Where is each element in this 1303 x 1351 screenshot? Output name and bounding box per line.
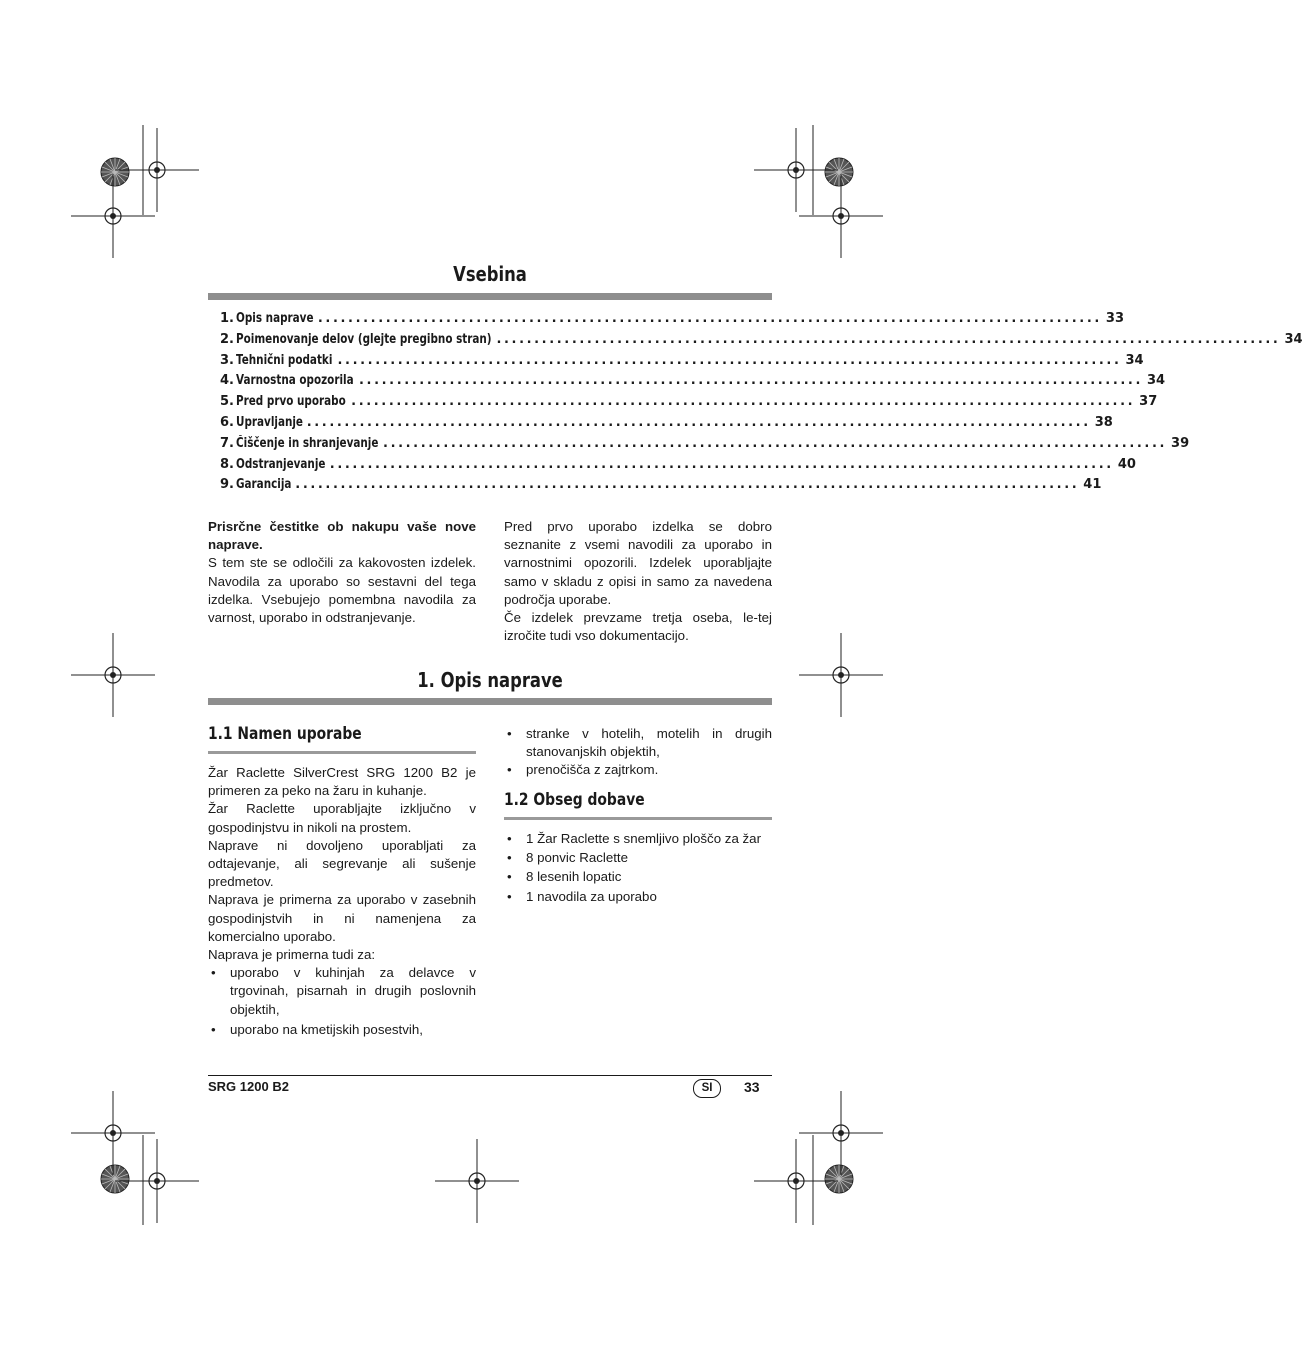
toc-entry[interactable]: [220, 352, 1144, 374]
toc-entry[interactable]: [220, 414, 1113, 436]
toc-leader-dots: ........................................................................................................: [337, 352, 1122, 368]
toc-entry-label: Upravljanje: [236, 414, 303, 430]
intro-left-column: [208, 518, 476, 627]
intro-right-paragraph: Pred prvo uporabo izdelka se dobro seznanite z vsemi navodili za uporabo in varnostnimi opozorili. Izdelek uporabljajte samo v skladu z opisi in samo za navedena področja uporabe.: [504, 519, 772, 607]
intended-use-list-continued: [504, 725, 772, 780]
toc-entry-number: 3.: [220, 352, 234, 368]
intro-left-text: S tem ste se odločili za kakovosten izdelek. Navodila za uporabo so sestavni del tega izdelka. Vsebujejo pomembna navodila za varnost, uporabo in odstranjevanje.: [208, 555, 476, 626]
section-title-bar: [208, 698, 772, 705]
intro-right-column: [504, 518, 772, 645]
toc-entry-page: 34: [1125, 352, 1144, 368]
toc-entry-page: 33: [1105, 311, 1124, 326]
toc-entry-page: 37: [1139, 394, 1158, 410]
list-item: • 8 ponvic Raclette: [504, 849, 772, 867]
intended-use-paragraph: Žar Raclette SilverCrest SRG 1200 B2 je primeren za peko na žaru in kuhanje.: [208, 765, 476, 799]
delivery-scope-column: [504, 830, 772, 906]
list-item: • uporabo v kuhinjah za delavce v trgovinah, pisarnah in drugih poslovnih objektih,: [208, 964, 476, 1019]
intended-use-paragraph: Naprava je primerna tudi za:: [208, 947, 376, 963]
toc-title: Vsebina: [453, 262, 527, 286]
subsection-underline: [208, 751, 476, 754]
intended-use-list: [208, 964, 476, 1039]
intended-use-paragraph: Naprave ni dovoljeno uporabljati za odtajevanje, ali segrevanje ali sušenje predmetov.: [208, 837, 476, 890]
toc-title-bar: [208, 293, 772, 300]
page-number: 33: [744, 1079, 760, 1095]
intended-use-continued-column: [504, 725, 772, 780]
toc-entry-label: Čiščenje in shranjevanje: [236, 435, 379, 451]
toc-leader-dots: ........................................................................................................: [329, 456, 1114, 472]
footer-model: SRG 1200 B2: [208, 1079, 289, 1094]
intro-heading: Prisrčne čestitke ob nakupu vaše nove naprave.: [208, 519, 476, 553]
toc-entry-label: Odstranjevanje: [236, 456, 326, 472]
toc-entry-page: 34: [1284, 331, 1303, 347]
toc-entry[interactable]: [220, 311, 1124, 332]
toc-entry-page: 41: [1083, 477, 1102, 493]
subsection-title: 1.1 Namen uporabe: [208, 724, 362, 743]
toc-entry-label: Opis naprave: [236, 311, 314, 326]
toc-entry-page: 39: [1171, 435, 1190, 451]
toc-entry-page: 34: [1147, 373, 1166, 389]
list-item: • stranke v hotelih, motelih in drugih stanovanjskih objektih,: [504, 725, 772, 761]
subsection-underline: [504, 817, 772, 820]
toc-entry-number: 6.: [220, 414, 234, 430]
list-item: • 8 lesenih lopatic: [504, 868, 772, 886]
toc-entry-number: 2.: [220, 331, 234, 347]
delivery-scope-list: [504, 830, 772, 906]
toc-entry-number: 9.: [220, 477, 234, 493]
toc-entry-label: Poimenovanje delov (glejte pregibno stran): [236, 331, 492, 347]
toc-entry[interactable]: [220, 373, 1166, 394]
toc-entry-label: Varnostna opozorila: [236, 373, 354, 389]
language-badge: SI: [693, 1079, 721, 1098]
toc-entry-page: 40: [1117, 456, 1136, 472]
section-title: 1. Opis naprave: [417, 668, 563, 692]
intro-right-paragraph: Če izdelek prevzame tretja oseba, le-tej izročite tudi vso dokumentacijo.: [504, 610, 772, 644]
toc-leader-dots: ........................................................................................................: [383, 435, 1168, 451]
toc-entry-number: 1.: [220, 311, 234, 326]
toc-list: [220, 311, 1303, 498]
toc-entry[interactable]: [220, 477, 1102, 498]
intended-use-paragraph: Naprava je primerna za uporabo v zasebnih gospodinjstvih in ni namenjena za komercialno uporabo.: [208, 892, 476, 944]
toc-entry-number: 8.: [220, 456, 234, 472]
toc-entry[interactable]: [220, 331, 1303, 353]
toc-leader-dots: ........................................................................................................: [317, 311, 1102, 326]
toc-entry[interactable]: [220, 435, 1190, 457]
intended-use-column: [208, 764, 476, 1039]
toc-entry[interactable]: [220, 456, 1136, 478]
toc-leader-dots: ........................................................................................................: [359, 373, 1144, 389]
toc-leader-dots: ........................................................................................................: [351, 394, 1136, 410]
list-item: • uporabo na kmetijskih posestvih,: [208, 1021, 476, 1039]
toc-leader-dots: ........................................................................................................: [306, 414, 1091, 430]
toc-entry-label: Garancija: [236, 477, 292, 493]
toc-entry-page: 38: [1094, 414, 1113, 430]
toc-entry-number: 5.: [220, 394, 234, 410]
subsection-title: 1.2 Obseg dobave: [504, 790, 645, 809]
toc-entry-number: 7.: [220, 435, 234, 451]
list-item: • 1 Žar Raclette s snemljivo ploščo za žar: [504, 830, 772, 848]
toc-entry-number: 4.: [220, 373, 234, 389]
toc-leader-dots: ........................................................................................................: [295, 477, 1080, 493]
toc-leader-dots: ........................................................................................................: [496, 331, 1281, 347]
toc-entry[interactable]: [220, 394, 1158, 415]
footer-rule: [208, 1075, 772, 1076]
list-item: • prenočišča z zajtrkom.: [504, 761, 772, 779]
toc-entry-label: Pred prvo uporabo: [236, 394, 346, 410]
intended-use-paragraph: Žar Raclette uporabljajte izključno v gospodinjstvu in nikoli na prostem.: [208, 801, 476, 835]
list-item: • 1 navodila za uporabo: [504, 888, 772, 906]
toc-entry-label: Tehnični podatki: [236, 352, 333, 368]
